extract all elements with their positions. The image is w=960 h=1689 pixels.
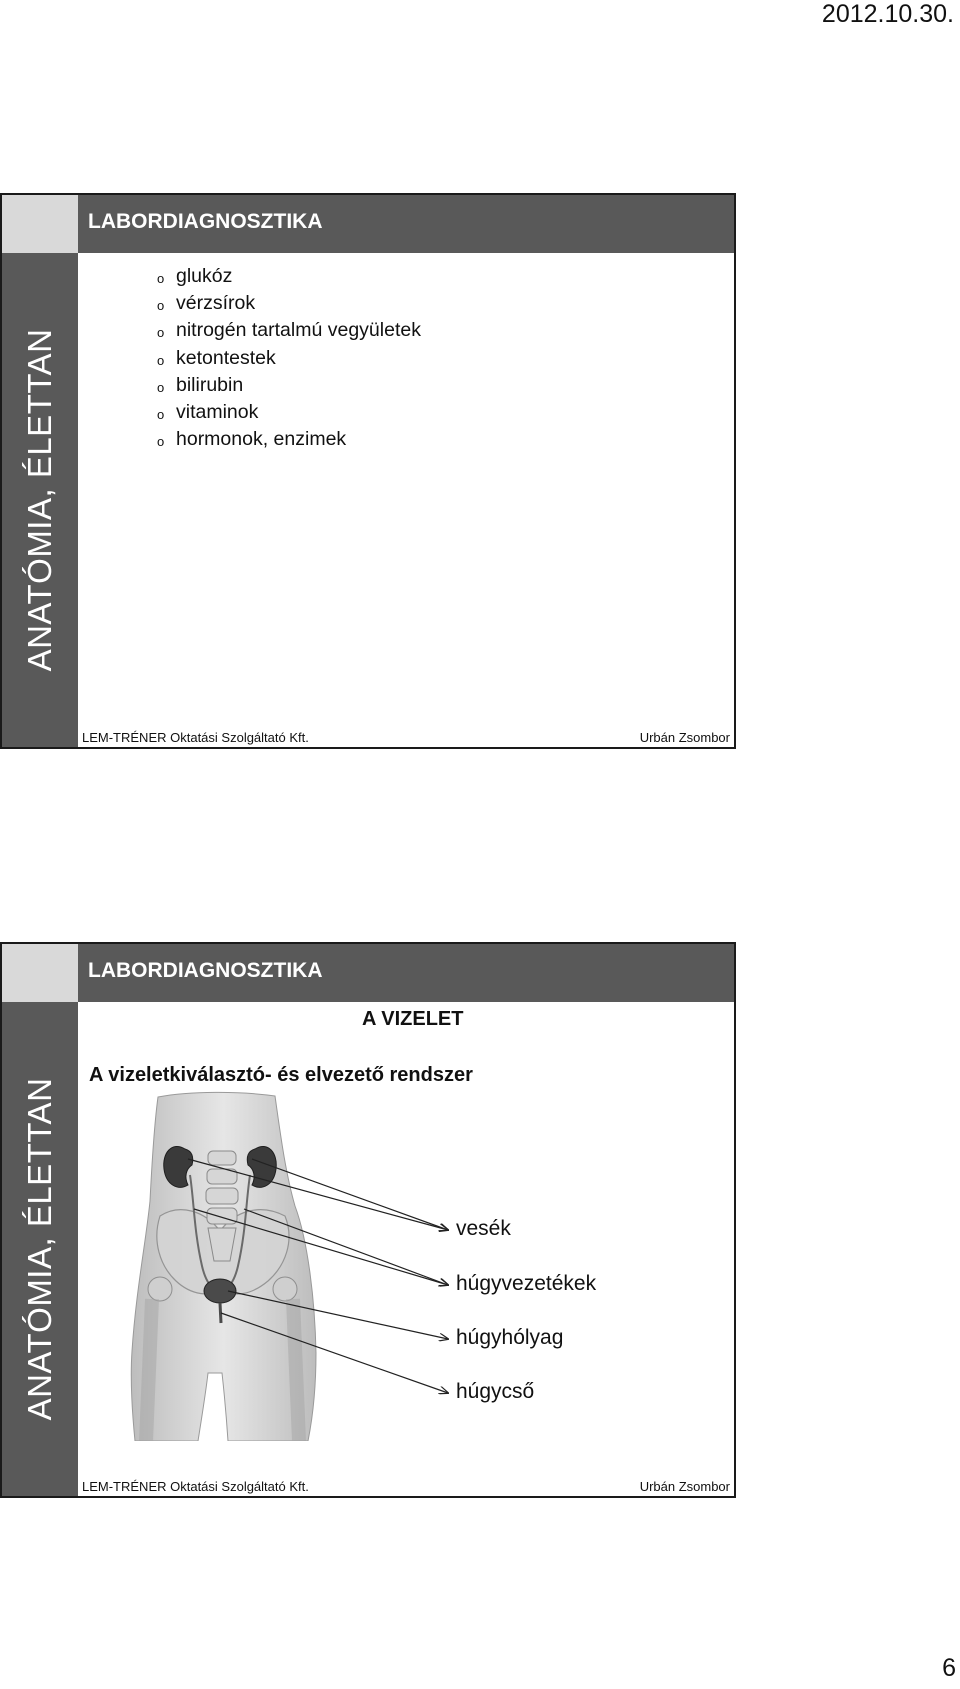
footer-company: LEM-TRÉNER Oktatási Szolgáltató Kft. bbox=[82, 730, 309, 745]
sidebar-title: ANATÓMIA, ÉLETTAN bbox=[21, 328, 58, 672]
bullet-list bbox=[157, 263, 421, 453]
slide-title: LABORDIAGNOSZTIKA bbox=[88, 959, 323, 982]
slide-corner bbox=[2, 195, 79, 253]
bullet-marker: o bbox=[157, 298, 165, 314]
list-item: o bilirubin bbox=[157, 372, 421, 399]
anatomy-illustration bbox=[90, 1091, 730, 1441]
slide-2 bbox=[0, 942, 736, 1498]
slide-sidebar bbox=[2, 1002, 78, 1496]
slide-1 bbox=[0, 193, 736, 749]
footer-company: LEM-TRÉNER Oktatási Szolgáltató Kft. bbox=[82, 1479, 309, 1494]
footer-author: Urbán Zsombor bbox=[639, 1479, 730, 1494]
label-bladder: húgyhólyag bbox=[456, 1326, 564, 1349]
bullet-marker: o bbox=[157, 379, 165, 395]
bullet-marker: o bbox=[157, 271, 165, 286]
bladder bbox=[204, 1279, 236, 1303]
sidebar-title: ANATÓMIA, ÉLETTAN bbox=[21, 1077, 58, 1421]
bullet-marker: o bbox=[157, 352, 165, 368]
footer-author: Urbán Zsombor bbox=[639, 730, 730, 745]
list-item: o nitrogén tartalmú vegyületek bbox=[157, 317, 421, 344]
label-urethra: húgycső bbox=[456, 1380, 535, 1403]
bullet-marker: o bbox=[157, 434, 165, 450]
label-kidneys: vesék bbox=[456, 1217, 511, 1240]
urinary-system-figure bbox=[90, 1091, 730, 1441]
slide-header bbox=[78, 195, 734, 253]
list-item: o glukóz bbox=[157, 263, 421, 290]
list-item: o ketontestek bbox=[157, 345, 421, 372]
label-ureters: húgyvezetékek bbox=[456, 1272, 597, 1295]
slide-title: LABORDIAGNOSZTIKA bbox=[88, 210, 323, 233]
page-date: 2012.10.30. bbox=[821, 0, 954, 28]
list-item: o hormonok, enzimek bbox=[157, 426, 421, 453]
slide-corner bbox=[2, 944, 79, 1002]
section-heading: A VIZELET bbox=[362, 1008, 464, 1030]
slide-sidebar bbox=[2, 253, 78, 747]
slide-header bbox=[78, 944, 734, 1002]
list-item: o vérzsírok bbox=[157, 290, 421, 317]
section-subheading: A vizeletkiválasztó- és elvezető rendszer bbox=[89, 1064, 473, 1086]
page-number: 6 bbox=[942, 1654, 956, 1682]
list-item: o vitaminok bbox=[157, 399, 421, 426]
bullet-marker: o bbox=[157, 325, 165, 341]
bullet-marker: o bbox=[157, 407, 165, 423]
urethra bbox=[220, 1303, 221, 1323]
